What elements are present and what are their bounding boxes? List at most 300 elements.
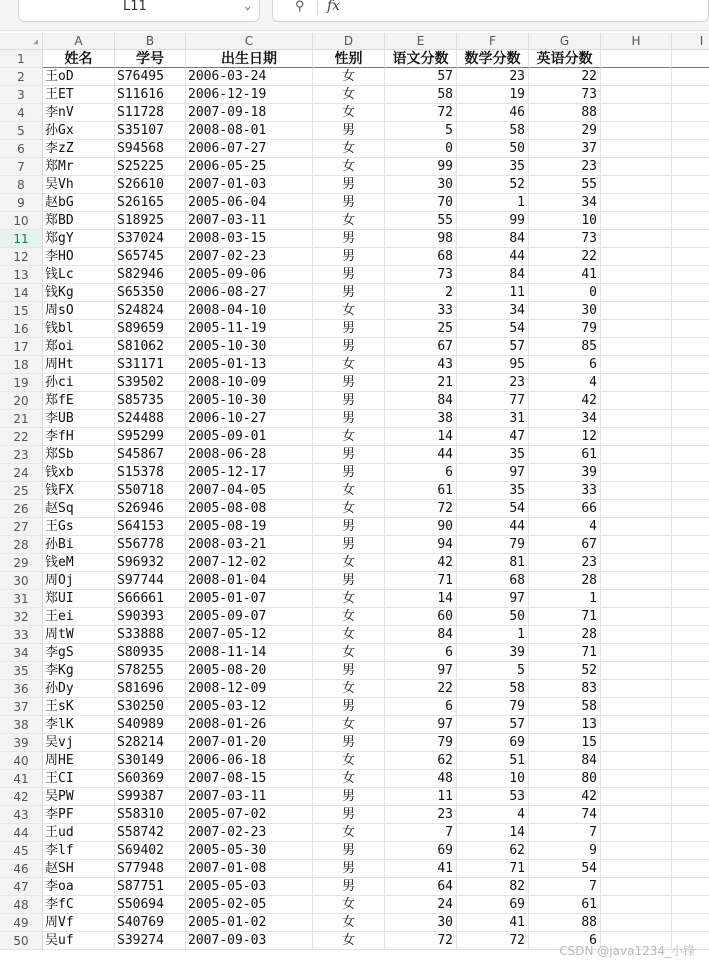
table-cell[interactable]: 吴uf [43,932,115,950]
table-cell[interactable]: 67 [529,536,601,554]
empty-cell[interactable] [672,554,709,572]
empty-cell[interactable] [601,302,672,320]
table-cell[interactable]: 女 [313,140,385,158]
table-cell[interactable]: 41 [529,266,601,284]
table-cell[interactable]: 赵SH [43,860,115,878]
table-cell[interactable]: 钱FX [43,482,115,500]
table-cell[interactable]: 女 [313,428,385,446]
empty-cell[interactable] [601,230,672,248]
table-cell[interactable]: 60 [385,608,457,626]
row-number[interactable]: 44 [0,824,43,842]
table-cell[interactable]: 女 [313,608,385,626]
table-cell[interactable]: 9 [529,842,601,860]
table-cell[interactable]: 男 [313,320,385,338]
table-cell[interactable]: 21 [385,374,457,392]
table-cell[interactable]: 2005-08-08 [186,500,313,518]
table-cell[interactable]: 82 [457,878,529,896]
table-cell[interactable]: 2005-01-07 [186,590,313,608]
table-cell[interactable]: 王CI [43,770,115,788]
table-cell[interactable]: 男 [313,518,385,536]
table-cell[interactable]: 1 [529,590,601,608]
table-cell[interactable]: 7 [529,824,601,842]
table-cell[interactable]: 98 [385,230,457,248]
table-cell[interactable]: 71 [529,608,601,626]
table-cell[interactable]: 李lK [43,716,115,734]
table-cell[interactable]: S30149 [115,752,186,770]
table-cell[interactable]: 男 [313,536,385,554]
table-cell[interactable]: 2006-10-27 [186,410,313,428]
table-cell[interactable]: 25 [385,320,457,338]
column-header-a[interactable]: A [43,33,115,49]
table-cell[interactable]: 57 [385,68,457,86]
empty-cell[interactable] [672,914,709,932]
empty-cell[interactable] [601,68,672,86]
empty-cell[interactable] [601,698,672,716]
empty-cell[interactable] [672,212,709,230]
table-cell[interactable]: 72 [385,104,457,122]
table-cell[interactable]: 79 [529,320,601,338]
table-cell[interactable]: 孙Dy [43,680,115,698]
table-cell[interactable]: 54 [457,500,529,518]
table-cell[interactable]: 王ET [43,86,115,104]
row-number[interactable]: 2 [0,68,43,86]
table-cell[interactable]: 73 [529,86,601,104]
table-cell[interactable]: 2008-01-26 [186,716,313,734]
table-cell[interactable]: 70 [385,194,457,212]
table-cell[interactable]: 孙ci [43,374,115,392]
zoom-icon[interactable]: ⚲ [295,0,305,14]
table-cell[interactable]: 22 [529,248,601,266]
row-number[interactable]: 40 [0,752,43,770]
table-cell[interactable]: 男 [313,176,385,194]
table-cell[interactable]: 41 [385,860,457,878]
table-cell[interactable]: 23 [385,806,457,824]
table-cell[interactable]: S33888 [115,626,186,644]
table-cell[interactable]: 73 [529,230,601,248]
table-cell[interactable]: 女 [313,716,385,734]
empty-cell[interactable] [672,338,709,356]
table-cell[interactable]: 王ud [43,824,115,842]
table-cell[interactable]: 男 [313,284,385,302]
empty-cell[interactable] [672,878,709,896]
table-cell[interactable]: 19 [457,86,529,104]
table-cell[interactable]: S50718 [115,482,186,500]
table-cell[interactable]: 钱eM [43,554,115,572]
empty-cell[interactable] [601,572,672,590]
empty-cell[interactable] [601,680,672,698]
table-cell[interactable]: 42 [385,554,457,572]
table-cell[interactable]: 84 [385,392,457,410]
header-cell[interactable]: 学号 [115,50,186,68]
table-cell[interactable]: 王sK [43,698,115,716]
table-cell[interactable]: 79 [385,734,457,752]
table-cell[interactable]: S65745 [115,248,186,266]
table-cell[interactable]: 郑BD [43,212,115,230]
table-cell[interactable]: 2007-02-23 [186,824,313,842]
column-header-h[interactable]: H [601,33,672,49]
table-cell[interactable]: 周Ht [43,356,115,374]
row-number[interactable]: 30 [0,572,43,590]
table-cell[interactable]: 79 [457,698,529,716]
table-cell[interactable]: S39274 [115,932,186,950]
empty-cell[interactable] [672,68,709,86]
empty-cell[interactable] [672,752,709,770]
table-cell[interactable]: 69 [457,734,529,752]
empty-cell[interactable] [672,464,709,482]
table-cell[interactable]: 5 [457,662,529,680]
empty-cell[interactable] [672,482,709,500]
table-cell[interactable]: 2007-12-02 [186,554,313,572]
table-cell[interactable]: 2005-02-05 [186,896,313,914]
row-number[interactable]: 31 [0,590,43,608]
table-cell[interactable]: 女 [313,932,385,950]
empty-cell[interactable] [601,500,672,518]
row-number[interactable]: 24 [0,464,43,482]
empty-cell[interactable] [672,680,709,698]
empty-cell[interactable] [672,644,709,662]
empty-cell[interactable] [601,770,672,788]
table-cell[interactable]: 2006-03-24 [186,68,313,86]
row-number[interactable]: 39 [0,734,43,752]
table-cell[interactable]: 51 [457,752,529,770]
empty-cell[interactable] [672,500,709,518]
table-cell[interactable]: 2007-02-23 [186,248,313,266]
empty-cell[interactable] [672,626,709,644]
table-cell[interactable]: 69 [385,842,457,860]
table-cell[interactable]: 周sO [43,302,115,320]
table-cell[interactable]: 男 [313,248,385,266]
table-cell[interactable]: 61 [529,446,601,464]
table-cell[interactable]: 2007-03-11 [186,788,313,806]
row-number[interactable]: 28 [0,536,43,554]
empty-cell[interactable] [672,572,709,590]
table-cell[interactable]: 2008-12-09 [186,680,313,698]
empty-cell[interactable] [672,284,709,302]
table-cell[interactable]: 42 [529,788,601,806]
table-cell[interactable]: S64153 [115,518,186,536]
row-number[interactable]: 29 [0,554,43,572]
empty-cell[interactable] [601,176,672,194]
table-cell[interactable]: 88 [529,914,601,932]
table-cell[interactable]: 2005-01-02 [186,914,313,932]
table-cell[interactable]: 12 [529,428,601,446]
empty-cell[interactable] [601,788,672,806]
header-cell[interactable]: 英语分数 [529,50,601,68]
table-cell[interactable]: 14 [385,590,457,608]
table-cell[interactable]: 男 [313,266,385,284]
table-cell[interactable]: S81062 [115,338,186,356]
empty-cell[interactable] [601,590,672,608]
table-cell[interactable]: 11 [457,284,529,302]
row-number[interactable]: 4 [0,104,43,122]
formula-input[interactable] [272,0,709,22]
table-cell[interactable]: S82946 [115,266,186,284]
table-cell[interactable]: 66 [529,500,601,518]
row-number[interactable]: 50 [0,932,43,950]
table-cell[interactable]: 女 [313,896,385,914]
table-cell[interactable]: 王ei [43,608,115,626]
table-cell[interactable]: 钱Kg [43,284,115,302]
table-cell[interactable]: S11728 [115,104,186,122]
row-number[interactable]: 20 [0,392,43,410]
header-cell[interactable]: 姓名 [43,50,115,68]
row-number[interactable]: 27 [0,518,43,536]
table-cell[interactable]: 2005-10-30 [186,338,313,356]
table-cell[interactable]: 15 [529,734,601,752]
table-cell[interactable]: 女 [313,104,385,122]
empty-cell[interactable] [601,518,672,536]
table-cell[interactable]: 男 [313,194,385,212]
select-all-corner[interactable] [0,33,43,49]
table-cell[interactable]: 37 [529,140,601,158]
table-cell[interactable]: 2008-04-10 [186,302,313,320]
row-number[interactable]: 45 [0,842,43,860]
table-cell[interactable]: 0 [385,140,457,158]
table-cell[interactable]: 郑oi [43,338,115,356]
empty-cell[interactable] [672,104,709,122]
table-cell[interactable]: 孙Bi [43,536,115,554]
table-cell[interactable]: 2006-12-19 [186,86,313,104]
table-cell[interactable]: 34 [457,302,529,320]
table-cell[interactable]: 2006-07-27 [186,140,313,158]
empty-cell[interactable] [672,824,709,842]
table-cell[interactable]: 6 [529,932,601,950]
table-cell[interactable]: 47 [457,428,529,446]
row-number[interactable]: 14 [0,284,43,302]
table-cell[interactable]: 84 [457,230,529,248]
row-number[interactable]: 19 [0,374,43,392]
table-cell[interactable]: 54 [529,860,601,878]
empty-cell[interactable] [672,698,709,716]
table-cell[interactable]: 女 [313,680,385,698]
empty-cell[interactable] [601,320,672,338]
table-cell[interactable]: 58 [385,86,457,104]
table-cell[interactable]: 35 [457,158,529,176]
row-number[interactable]: 36 [0,680,43,698]
table-cell[interactable]: 22 [529,68,601,86]
table-cell[interactable]: 81 [457,554,529,572]
table-cell[interactable]: 男 [313,374,385,392]
table-cell[interactable]: 23 [529,554,601,572]
empty-cell[interactable] [601,734,672,752]
table-cell[interactable]: 6 [385,644,457,662]
table-cell[interactable]: 90 [385,518,457,536]
empty-cell[interactable] [601,140,672,158]
table-cell[interactable]: 男 [313,860,385,878]
table-cell[interactable]: 23 [457,374,529,392]
row-number[interactable]: 32 [0,608,43,626]
table-cell[interactable]: 2007-08-15 [186,770,313,788]
table-cell[interactable]: 84 [385,626,457,644]
empty-cell[interactable] [672,266,709,284]
table-cell[interactable]: 95 [457,356,529,374]
table-cell[interactable]: 13 [529,716,601,734]
table-cell[interactable]: 郑Mr [43,158,115,176]
table-cell[interactable]: 王oD [43,68,115,86]
table-cell[interactable]: 53 [457,788,529,806]
table-cell[interactable]: 2008-06-28 [186,446,313,464]
table-cell[interactable]: 4 [529,518,601,536]
table-cell[interactable]: 钱Lc [43,266,115,284]
table-cell[interactable]: 2008-01-04 [186,572,313,590]
table-cell[interactable]: 郑Sb [43,446,115,464]
table-cell[interactable]: S40769 [115,914,186,932]
table-cell[interactable]: S56778 [115,536,186,554]
table-cell[interactable]: 李HO [43,248,115,266]
table-cell[interactable]: 62 [385,752,457,770]
table-cell[interactable]: 38 [385,410,457,428]
table-cell[interactable]: 女 [313,770,385,788]
table-cell[interactable]: 57 [457,716,529,734]
table-cell[interactable]: 5 [385,122,457,140]
table-cell[interactable]: 王Gs [43,518,115,536]
column-header-b[interactable]: B [115,33,186,49]
table-cell[interactable]: 吴Vh [43,176,115,194]
table-cell[interactable]: 周HE [43,752,115,770]
empty-cell[interactable] [601,554,672,572]
row-number[interactable]: 13 [0,266,43,284]
table-cell[interactable]: 男 [313,410,385,428]
empty-cell[interactable] [672,590,709,608]
table-cell[interactable]: 33 [529,482,601,500]
table-cell[interactable]: 1 [457,194,529,212]
table-cell[interactable]: S26946 [115,500,186,518]
table-cell[interactable]: 2007-09-03 [186,932,313,950]
table-cell[interactable]: S97744 [115,572,186,590]
table-cell[interactable]: 71 [529,644,601,662]
table-cell[interactable]: 女 [313,752,385,770]
table-cell[interactable]: 1 [457,626,529,644]
empty-cell[interactable] [601,392,672,410]
table-cell[interactable]: 郑gY [43,230,115,248]
table-cell[interactable]: 2005-11-19 [186,320,313,338]
empty-cell[interactable] [672,806,709,824]
table-cell[interactable]: S89659 [115,320,186,338]
table-cell[interactable]: 2008-03-21 [186,536,313,554]
table-cell[interactable]: S60369 [115,770,186,788]
table-cell[interactable]: 女 [313,158,385,176]
table-cell[interactable]: 97 [457,464,529,482]
table-cell[interactable]: 55 [385,212,457,230]
table-cell[interactable]: 43 [385,356,457,374]
table-cell[interactable]: S26610 [115,176,186,194]
table-cell[interactable]: 6 [385,464,457,482]
table-cell[interactable]: 2005-08-20 [186,662,313,680]
empty-cell[interactable] [601,716,672,734]
empty-cell[interactable] [601,446,672,464]
table-cell[interactable]: 女 [313,302,385,320]
row-number[interactable]: 42 [0,788,43,806]
table-cell[interactable]: 58 [457,122,529,140]
table-cell[interactable]: 2007-05-12 [186,626,313,644]
empty-cell[interactable] [601,104,672,122]
table-cell[interactable]: 74 [529,806,601,824]
table-cell[interactable]: 2005-10-30 [186,392,313,410]
table-cell[interactable]: S31171 [115,356,186,374]
table-cell[interactable]: 2006-06-18 [186,752,313,770]
header-cell[interactable]: 语文分数 [385,50,457,68]
row-number[interactable]: 26 [0,500,43,518]
table-cell[interactable]: 女 [313,356,385,374]
empty-cell[interactable] [672,374,709,392]
empty-cell[interactable] [672,158,709,176]
table-cell[interactable]: S77948 [115,860,186,878]
table-cell[interactable]: 李PF [43,806,115,824]
table-cell[interactable]: 李nV [43,104,115,122]
table-cell[interactable]: S81696 [115,680,186,698]
chevron-down-icon[interactable]: ⌄ [244,0,251,12]
table-cell[interactable]: 2007-03-11 [186,212,313,230]
empty-cell[interactable] [601,878,672,896]
empty-cell[interactable] [672,302,709,320]
table-cell[interactable]: 女 [313,554,385,572]
column-header-e[interactable]: E [385,33,457,49]
column-header-i[interactable]: I [672,33,709,49]
table-cell[interactable]: 71 [457,860,529,878]
empty-cell[interactable] [672,536,709,554]
table-cell[interactable]: 2005-09-07 [186,608,313,626]
row-number[interactable]: 5 [0,122,43,140]
table-cell[interactable]: 61 [529,896,601,914]
empty-cell[interactable] [672,50,709,68]
empty-cell[interactable] [601,626,672,644]
table-cell[interactable]: S95299 [115,428,186,446]
table-cell[interactable]: 孙Gx [43,122,115,140]
empty-cell[interactable] [601,374,672,392]
table-cell[interactable]: 女 [313,626,385,644]
table-cell[interactable]: 54 [457,320,529,338]
empty-cell[interactable] [672,860,709,878]
table-cell[interactable]: 23 [457,68,529,86]
table-cell[interactable]: 10 [457,770,529,788]
table-cell[interactable]: 31 [457,410,529,428]
row-number[interactable]: 1 [0,50,43,68]
table-cell[interactable]: S96932 [115,554,186,572]
table-cell[interactable]: 44 [457,518,529,536]
row-number[interactable]: 35 [0,662,43,680]
table-cell[interactable]: 94 [385,536,457,554]
row-number[interactable]: 37 [0,698,43,716]
table-cell[interactable]: 2005-06-04 [186,194,313,212]
row-number[interactable]: 15 [0,302,43,320]
table-cell[interactable]: 2006-08-27 [186,284,313,302]
table-cell[interactable]: 钱xb [43,464,115,482]
table-cell[interactable]: 李fH [43,428,115,446]
table-cell[interactable]: 22 [385,680,457,698]
table-cell[interactable]: 女 [313,86,385,104]
table-cell[interactable]: S24824 [115,302,186,320]
table-cell[interactable]: 2005-07-02 [186,806,313,824]
empty-cell[interactable] [672,842,709,860]
column-header-g[interactable]: G [529,33,601,49]
empty-cell[interactable] [601,194,672,212]
empty-cell[interactable] [672,176,709,194]
table-cell[interactable]: 77 [457,392,529,410]
table-cell[interactable]: S90393 [115,608,186,626]
table-cell[interactable]: S50694 [115,896,186,914]
table-cell[interactable]: 2008-11-14 [186,644,313,662]
table-cell[interactable]: S99387 [115,788,186,806]
empty-cell[interactable] [601,608,672,626]
table-cell[interactable]: 男 [313,806,385,824]
table-cell[interactable]: 男 [313,788,385,806]
table-cell[interactable]: S58310 [115,806,186,824]
table-cell[interactable]: 钱bl [43,320,115,338]
empty-cell[interactable] [601,806,672,824]
table-cell[interactable]: 55 [529,176,601,194]
table-cell[interactable]: 99 [385,158,457,176]
table-cell[interactable]: 52 [457,176,529,194]
